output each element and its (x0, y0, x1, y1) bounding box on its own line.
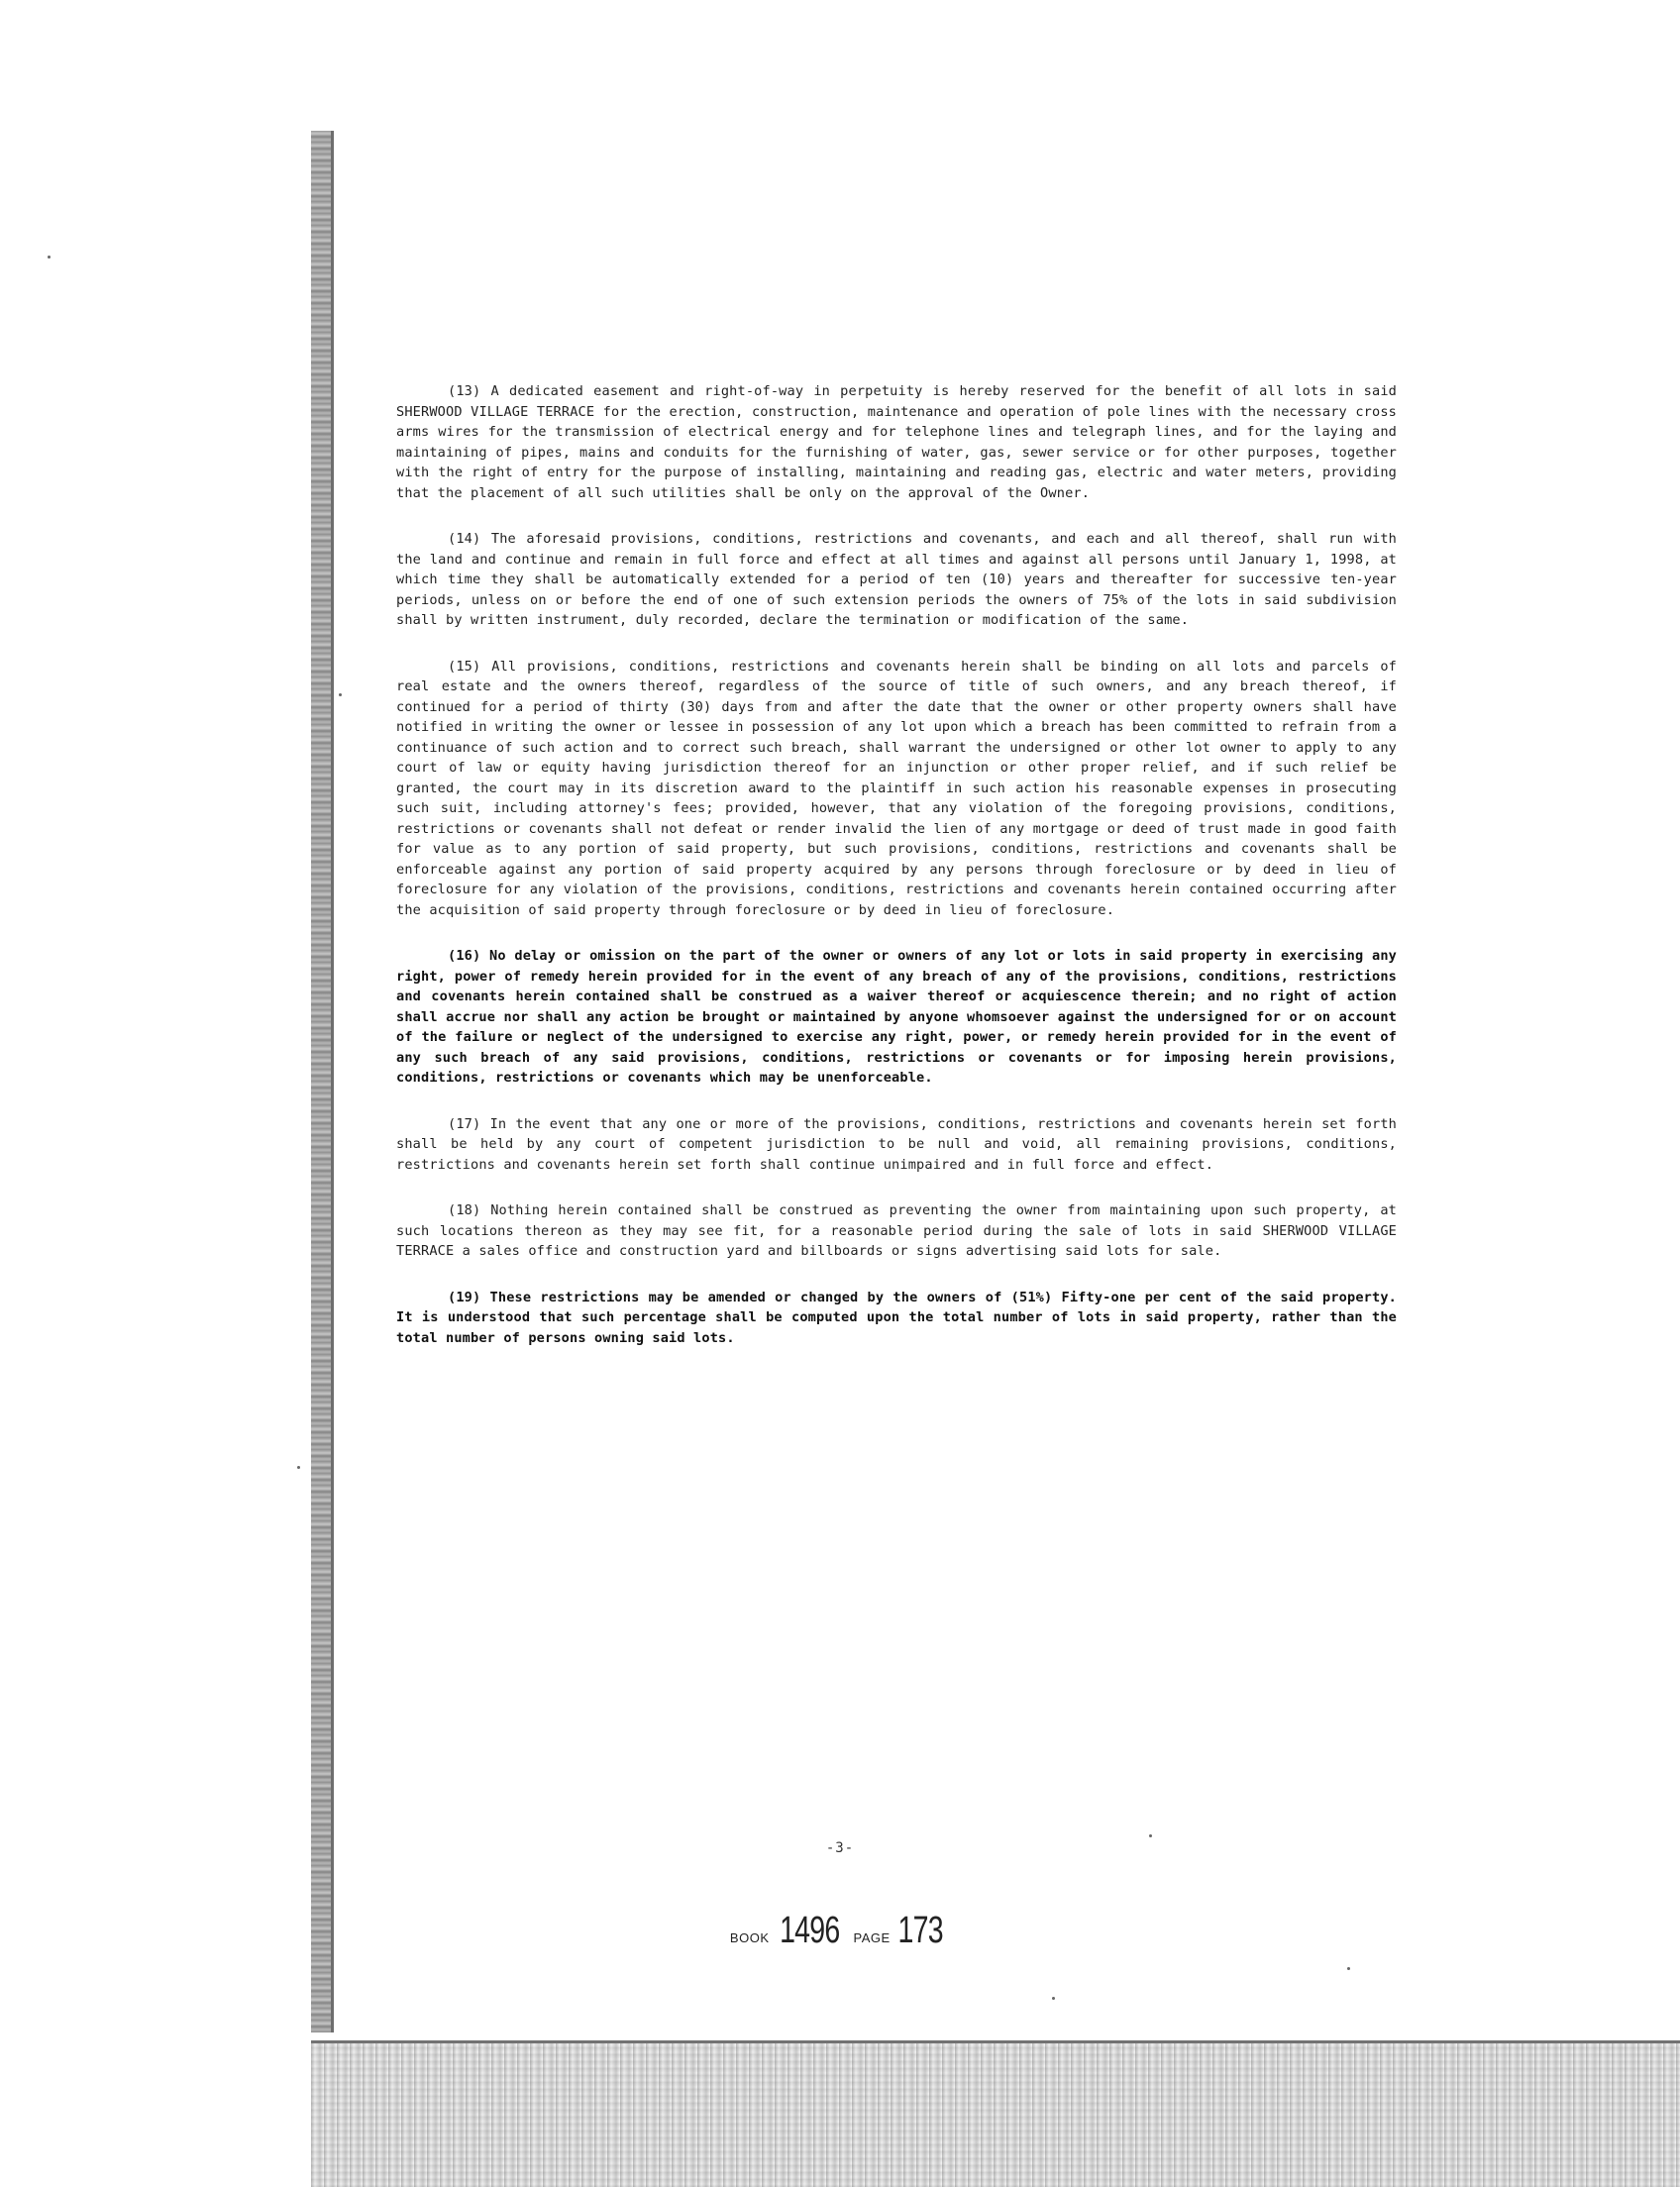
scan-edge-left (311, 131, 331, 2032)
paragraph-number: (16) (448, 948, 481, 964)
paragraph-number: (15) (448, 658, 481, 675)
paragraph-number: (18) (448, 1202, 481, 1218)
paragraph-14 (396, 529, 1397, 631)
paragraph-number: (17) (448, 1115, 481, 1132)
paragraph-17 (396, 1114, 1397, 1176)
scan-speck (1347, 1967, 1350, 1970)
stamp-page-value: 173 (897, 1910, 943, 1951)
paragraph-text: The aforesaid provisions, conditions, restrictions and covenants, and each and all thereof, shall run with the land and continue and remain in full force and effect at all times and against all persons until January 1, 1998, at which time they shall be automatically extended for a period of ten (10) years and thereafter for successive ten-year periods, unless on or before the end of one of such extension periods the owners of 75% of the lots in said subdivision shall by written instrument, duly recorded, declare the termination or modification of the same. (396, 531, 1397, 628)
paragraph-number: (19) (448, 1289, 481, 1305)
scan-speck (297, 1466, 300, 1469)
page-number: -3- (825, 1840, 855, 1856)
paragraph-text: Nothing herein contained shall be construed as preventing the owner from maintaining upon such property, at such locations thereon as they may see fit, for a reasonable period during the sale of lots in said SHERWOOD VILLAGE TERRACE a sales office and construction yard and billboards or signs advertising said lots for sale. (396, 1202, 1397, 1259)
scan-speck (1052, 1997, 1055, 2000)
book-number: 1496 (779, 1910, 839, 1951)
book-label: BOOK (729, 1930, 770, 1945)
paragraph-text: In the event that any one or more of the provisions, conditions, restrictions and covenants herein set forth shall be held by any court of competent jurisdiction to be null and void, all remaining provisions, conditions, restrictions and covenants herein set forth shall continue unimpaired and in full force and effect. (396, 1115, 1397, 1173)
restrictions-text-block (396, 381, 1397, 1374)
paragraph-text: All provisions, conditions, restrictions and covenants herein shall be binding on all lots and parcels of real estate and the owners thereof, regardless of the source of title of such owners, and any breach thereof, if continued for a period of thirty (30) days from and after the date that the owner or other property owners shall have notified in writing the owner or lessee in possession of any lot upon which a breach has been committed to refrain from a continuance of such action and to correct such breach, shall warrant the undersigned or other lot owner to apply to any court of law or equity having jurisdiction thereof for an injunction or other proper relief, and if such relief be granted, the court may in its discretion award to the plaintiff in such action his reasonable expenses in prosecuting such suit, including attorney's fees; provided, however, that any violation of the foregoing provisions, conditions, restrictions or covenants shall not defeat or render invalid the lien of any mortgage or deed of trust made in good faith for value as to any portion of said property, but such provisions, conditions, restrictions and covenants shall be enforceable against any portion of said property acquired by any persons through foreclosure or by deed in lieu of foreclosure for any violation of the provisions, conditions, restrictions and covenants herein contained occurring after the acquisition of said property through foreclosure or by deed in lieu of foreclosure. (396, 658, 1397, 918)
paragraph-18 (396, 1200, 1397, 1262)
paragraph-16 (396, 946, 1397, 1089)
scan-speck (339, 693, 342, 696)
paragraph-19 (396, 1288, 1397, 1349)
book-page-stamp (0, 1910, 1680, 1952)
scan-speck (1149, 1834, 1152, 1837)
paragraph-text: No delay or omission on the part of the owner or owners of any lot or lots in said property in exercising any right, power of remedy herein provided for in the event of any breach of any of the provisions, conditions, restrictions and covenants herein contained shall be construed as a waiver thereof or acquiescence therein; and no right of action shall accrue nor shall any action be brought or maintained by anyone whomsoever against the undersigned for or on account of the failure or neglect of the undersigned to exercise any right, power, or remedy herein provided for in the event of any such breach of any said provisions, conditions, restrictions or covenants or for imposing herein provisions, conditions, restrictions or covenants which may be unenforceable. (396, 948, 1397, 1086)
paragraph-number: (13) (448, 383, 481, 399)
scan-edge-bottom (311, 2040, 1680, 2187)
paragraph-13 (396, 381, 1397, 503)
paragraph-text: These restrictions may be amended or changed by the owners of (51%) Fifty-one per cent of the said property. It is understood that such percentage shall be computed upon the total number of lots in said property, rather than the total number of persons owning said lots. (396, 1289, 1397, 1346)
paragraph-number: (14) (448, 531, 481, 547)
scan-speck (48, 256, 51, 259)
page-label: PAGE (853, 1930, 891, 1945)
paragraph-text: A dedicated easement and right-of-way in perpetuity is hereby reserved for the benefit of all lots in said SHERWOOD VILLAGE TERRACE for the erection, construction, maintenance and operation of pole lines with the necessary cross arms wires for the transmission of electrical energy and for telephone lines and telegraph lines, and for the laying and maintaining of pipes, mains and conduits for the furnishing of water, gas, sewer service or for other purposes, together with the right of entry for the purpose of installing, maintaining and reading gas, electric and water meters, providing that the placement of all such utilities shall be only on the approval of the Owner. (396, 383, 1397, 501)
paragraph-15 (396, 657, 1397, 921)
